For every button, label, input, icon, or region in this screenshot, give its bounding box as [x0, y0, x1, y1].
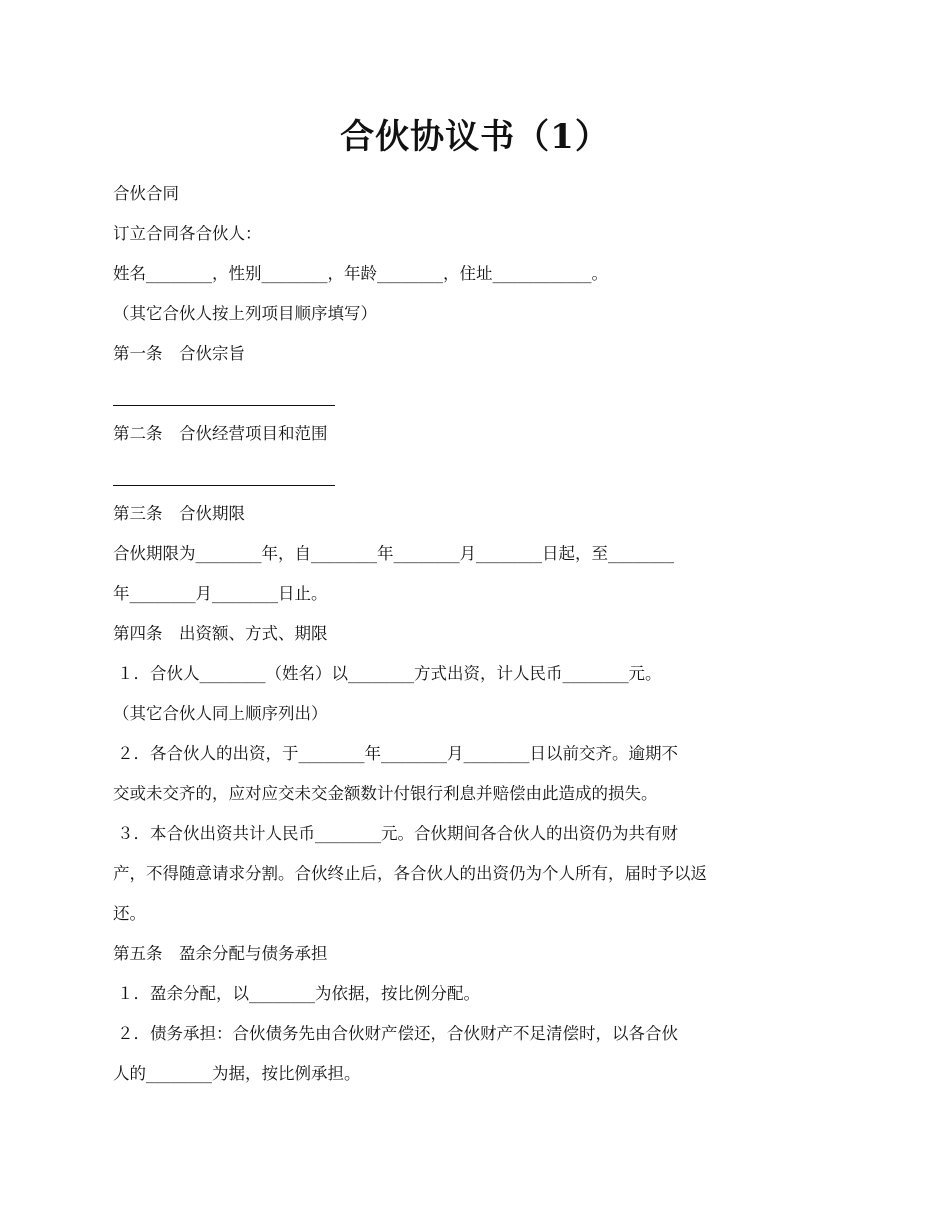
article-2-blank-line: [113, 458, 813, 498]
contribution-item-2-line-2: 交或未交齐的，应对应交未交金额数计付银行利息并赔偿由此造成的损失。: [113, 784, 658, 803]
contribution-item-3-line-2: 产，不得随意请求分割。合伙终止后，各合伙人的出资仍为个人所有，届时予以返: [113, 864, 707, 883]
debt-item-line-1: ２．债务承担：合伙债务先由合伙财产偿还，合伙财产不足清偿时，以各合伙: [117, 1024, 678, 1043]
article-1-heading: 第一条 合伙宗旨: [113, 344, 245, 363]
article-2-heading: 第二条 合伙经营项目和范围: [113, 424, 328, 443]
partner-fill-note: （其它合伙人按上列项目顺序填写）: [113, 304, 377, 323]
contribution-item-3-line-1: ３．本合伙出资共计人民币________元。合伙期间各合伙人的出资仍为共有财: [117, 824, 678, 843]
document-body: [113, 178, 813, 1098]
document-title: 合伙协议书（1）: [340, 117, 610, 157]
parties-intro: 订立合同各合伙人：: [113, 224, 262, 243]
term-line-1: 合伙期限为________年，自________年________月________日起，至________: [113, 544, 674, 563]
contribution-note: （其它合伙人同上顺序列出）: [113, 704, 328, 723]
article-5-heading: 第五条 盈余分配与债务承担: [113, 944, 328, 963]
profit-distribution-item: １．盈余分配，以________为依据，按比例分配。: [117, 984, 480, 1003]
contribution-item-1: １．合伙人________（姓名）以________方式出资，计人民币________元。: [117, 664, 662, 683]
debt-item-line-2: 人的________为据，按比例承担。: [113, 1064, 361, 1083]
article-3-heading: 第三条 合伙期限: [113, 504, 245, 523]
article-1-blank-line: [113, 378, 813, 418]
contribution-item-2-line-1: ２．各合伙人的出资，于________年________月________日以前交齐。逾期不: [117, 744, 678, 763]
term-line-2: 年________月________日止。: [113, 584, 328, 603]
partner-info-line: 姓名________，性别________，年龄________，住址____________。: [113, 264, 608, 283]
contract-heading: 合伙合同: [113, 184, 179, 203]
article-4-heading: 第四条 出资额、方式、期限: [113, 624, 328, 643]
contribution-item-3-line-3: 还。: [113, 904, 146, 923]
